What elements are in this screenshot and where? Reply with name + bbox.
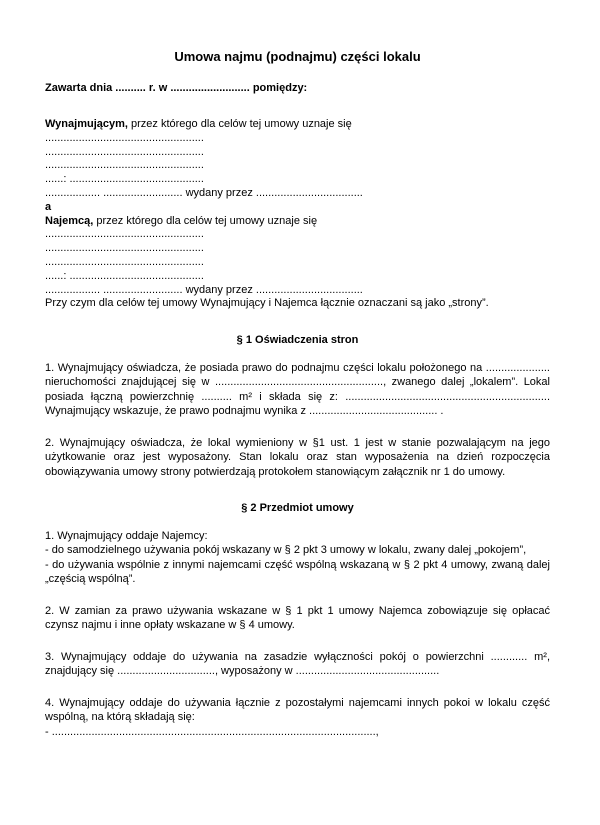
- landlord-lead-line: [45, 118, 550, 132]
- tenant-lead-text: przez którego dla celów tej umowy uznaje się: [93, 214, 318, 227]
- tenant-fill-line-3: ....................................................: [45, 255, 204, 268]
- section-2-heading: § 2 Przedmiot umowy: [241, 502, 354, 515]
- tenant-label: Najemcą,: [45, 214, 94, 227]
- tenant-fill-line-2: ....................................................: [45, 242, 204, 255]
- section-1-clause-1: 1. Wynajmujący oświadcza, że posiada prawo do podnajmu części lokalu położonego na ..................... nieruchomości znajdującej się w ......................................................., zwanego dalej „lokalem”. Lokal posiada łączną powierzchnię .......... m² i składa się z: ................................................................... Wynajmujący wskazuje, że prawo podnajmu wynika z .......................................... .: [45, 361, 550, 418]
- landlord-id-line: ......: ............................................: [45, 173, 204, 186]
- section-2-clause-1-bullet-2: - do używania wspólnie z innymi najemcami część wspólną wskazaną w § 2 pkt 4 umowy, zwaną dalej „częścią wspólną”.: [45, 558, 550, 586]
- tenant-issued-by-line: .................. .......................... wydany przez ...................................: [45, 283, 363, 296]
- section-2-clause-1: [45, 529, 550, 587]
- section-2-clause-3: 3. Wynajmujący oddaje do używania na zasadzie wyłączności pokój o powierzchni ............ m², znajdujący się ................................, wyposażony w ...............................................: [45, 650, 550, 678]
- section-1-heading: § 1 Oświadczenia stron: [236, 334, 359, 347]
- section-2-clause-4-intro: 4. Wynajmujący oddaje do używania łącznie z pozostałymi najemcami innych pokoi w lokalu część wspólną, na którą składają się:: [45, 696, 550, 724]
- landlord-block: [45, 118, 550, 201]
- tenant-fill-line-1: ....................................................: [45, 228, 204, 241]
- landlord-fill-line-1: ....................................................: [45, 131, 204, 144]
- tenant-block: [45, 215, 550, 298]
- landlord-issued-by-line: .................. .......................... wydany przez ...................................: [45, 186, 363, 199]
- section-2-clause-2: 2. W zamian za prawo używania wskazane w § 1 pkt 1 umowy Najemca zobowiązuje się opłacać czynsz najmu i inne opłaty wskazane w § 4 umowy.: [45, 604, 550, 632]
- landlord-lead-text: przez którego dla celów tej umowy uznaje się: [127, 118, 352, 130]
- section-2-clause-1-bullet-1: - do samodzielnego używania pokój wskazany w § 2 pkt 3 umowy w lokalu, zwany dalej „pokojem”,: [45, 544, 527, 557]
- document-title: Umowa najmu (podnajmu) części lokalu: [174, 49, 421, 64]
- parties-joint-note: Przy czym dla celów tej umowy Wynajmujący i Najemca łącznie oznaczani są jako „strony”.: [45, 297, 489, 310]
- landlord-fill-line-2: ....................................................: [45, 145, 204, 158]
- tenant-lead-line: [45, 215, 550, 229]
- section-2-clause-1-intro: 1. Wynajmujący oddaje Najemcy:: [45, 529, 208, 542]
- section-1-clause-2: 2. Wynajmujący oświadcza, że lokal wymieniony w §1 ust. 1 jest w stanie pozwalającym na jego użytkowanie oraz jest wyposażony. Stan lokalu oraz stan wyposażenia na dzień rozpoczęcia obowiązywania umowy strony potwierdzają protokołem stanowiącym załącznik nr 1 do umowy.: [45, 436, 550, 478]
- landlord-label: Wynajmującym,: [45, 118, 128, 130]
- section-2-clause-4: [45, 696, 550, 740]
- landlord-fill-line-3: ....................................................: [45, 159, 204, 172]
- tenant-id-line: ......: ............................................: [45, 269, 204, 282]
- connector-a: a: [45, 200, 52, 213]
- section-2-clause-4-bullet: - ..........................................................................................................,: [45, 725, 379, 738]
- intro-line: Zawarta dnia .......... r. w .......................... pomiędzy:: [45, 81, 308, 94]
